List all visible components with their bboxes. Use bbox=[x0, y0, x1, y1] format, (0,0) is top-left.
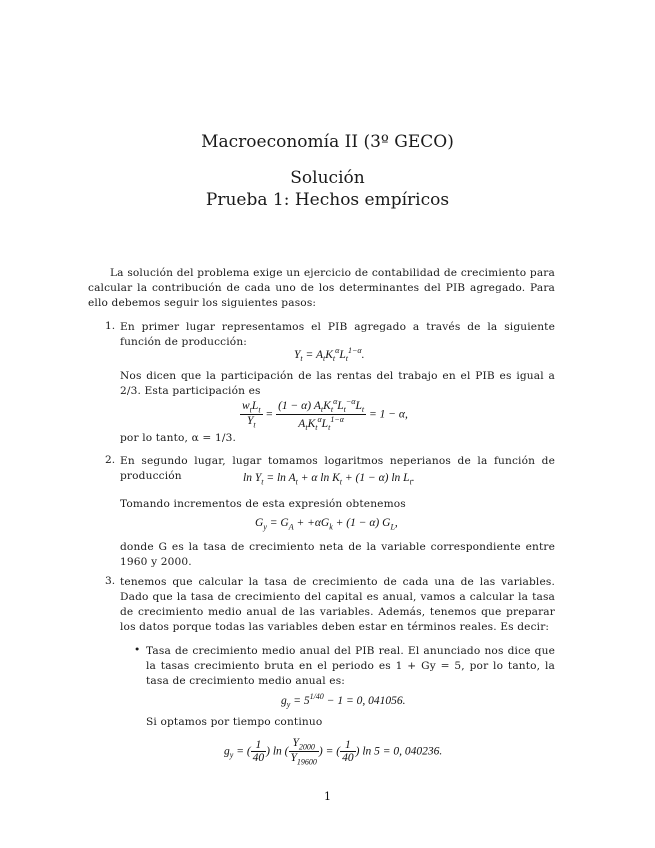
title-subtitle: Prueba 1: Hechos empíricos bbox=[205, 190, 450, 210]
equation-annual-growth: $g_y = 5^{1/40} - 1 = 0$, 041056. bbox=[281, 692, 406, 710]
title-section: Solución bbox=[290, 168, 365, 188]
step-2-definition: donde G es la tasa de crecimiento neta de la variable correspondiente entre 1960 y 2000. bbox=[120, 541, 555, 568]
step-2-text: En segundo lugar, lugar tomamos logaritmos neperianos de la función de producción bbox=[120, 455, 555, 482]
step-1-number: 1. bbox=[105, 320, 116, 332]
equation-continuous-growth: $g_y$ = ( $\frac{1}{40}$ ) ln ( $\frac{Y_{2000}}{Y_{19600}}$ ) = ( $\frac{1}{40}$ ) ln 5 = 0, 040236. bbox=[224, 737, 443, 767]
page-number: 1 bbox=[324, 790, 331, 803]
step-2-number: 2. bbox=[105, 454, 116, 466]
step-3-continuous-text: Si optamos por tiempo continuo bbox=[146, 716, 323, 728]
step-1-labor-share-text: Nos dicen que la participación de las rentas del trabajo en el PIB es igual a 2/3. Esta participación es bbox=[120, 370, 555, 397]
title-course: Macroeconomía II (3º GECO) bbox=[201, 132, 454, 152]
step-3-number: 3. bbox=[105, 575, 116, 587]
step-2-increments-text: Tomando incrementos de esta expresión obtenemos bbox=[120, 498, 406, 510]
intro-paragraph: La solución del problema exige un ejercicio de contabilidad de crecimiento para calcular la contribución de cada uno de los determinantes del PIB agregado. Para ello debemos seguir los siguientes pasos: bbox=[88, 267, 555, 309]
equation-continuous-growth-result: ln 5 = 0, 040236. bbox=[362, 745, 443, 758]
equation-production-function: $Y_t = A_tK_t^\alpha L_t^{1-\alpha}$. bbox=[294, 346, 365, 364]
equation-labor-share-result: = 1 − α, bbox=[369, 408, 408, 421]
step-3-text: tenemos que calcular la tasa de crecimiento de cada una de las variables. Dado que la tasa de crecimiento del capital es anual, vamos a calcular la tasa de crecimiento medio anual de las variables. Además, tenemos que preparar los datos porque todas las variables deben estar en términos reales. Es decir: bbox=[120, 576, 555, 633]
equation-log-production: $\ln Y_t = \ln A_t + \alpha$ $\ln K_t + (1 - \alpha)$ $\ln L_t$. bbox=[243, 472, 415, 487]
step-1-conclusion: por lo tanto, α = 1/3. bbox=[120, 432, 236, 444]
step-1-text: En primer lugar representamos el PIB agregado a través de la siguiente función de producción: bbox=[120, 321, 555, 348]
equation-growth-accounting: $G_y = G_A + +\alpha G_k + (1 - \alpha)$ $G_L$, bbox=[255, 517, 398, 532]
step-3-bullet-text: Tasa de crecimiento medio anual del PIB real. El anunciado nos dice que la tasas crecimiento bruta en el periodo es 1 + Gy = 5, por lo tanto, la tasa de crecimiento medio anual es: bbox=[146, 645, 555, 687]
bullet-icon: • bbox=[134, 644, 141, 656]
equation-labor-share: $\frac{w_tL_t}{Y_t}$ = $\frac{(1 - \alpha) A_tK_t^\alpha L_t^{-\alpha}L_t}{A_tK_t^\alpha L_t^{1-\alpha}}$ = 1 − α, bbox=[242, 397, 408, 433]
